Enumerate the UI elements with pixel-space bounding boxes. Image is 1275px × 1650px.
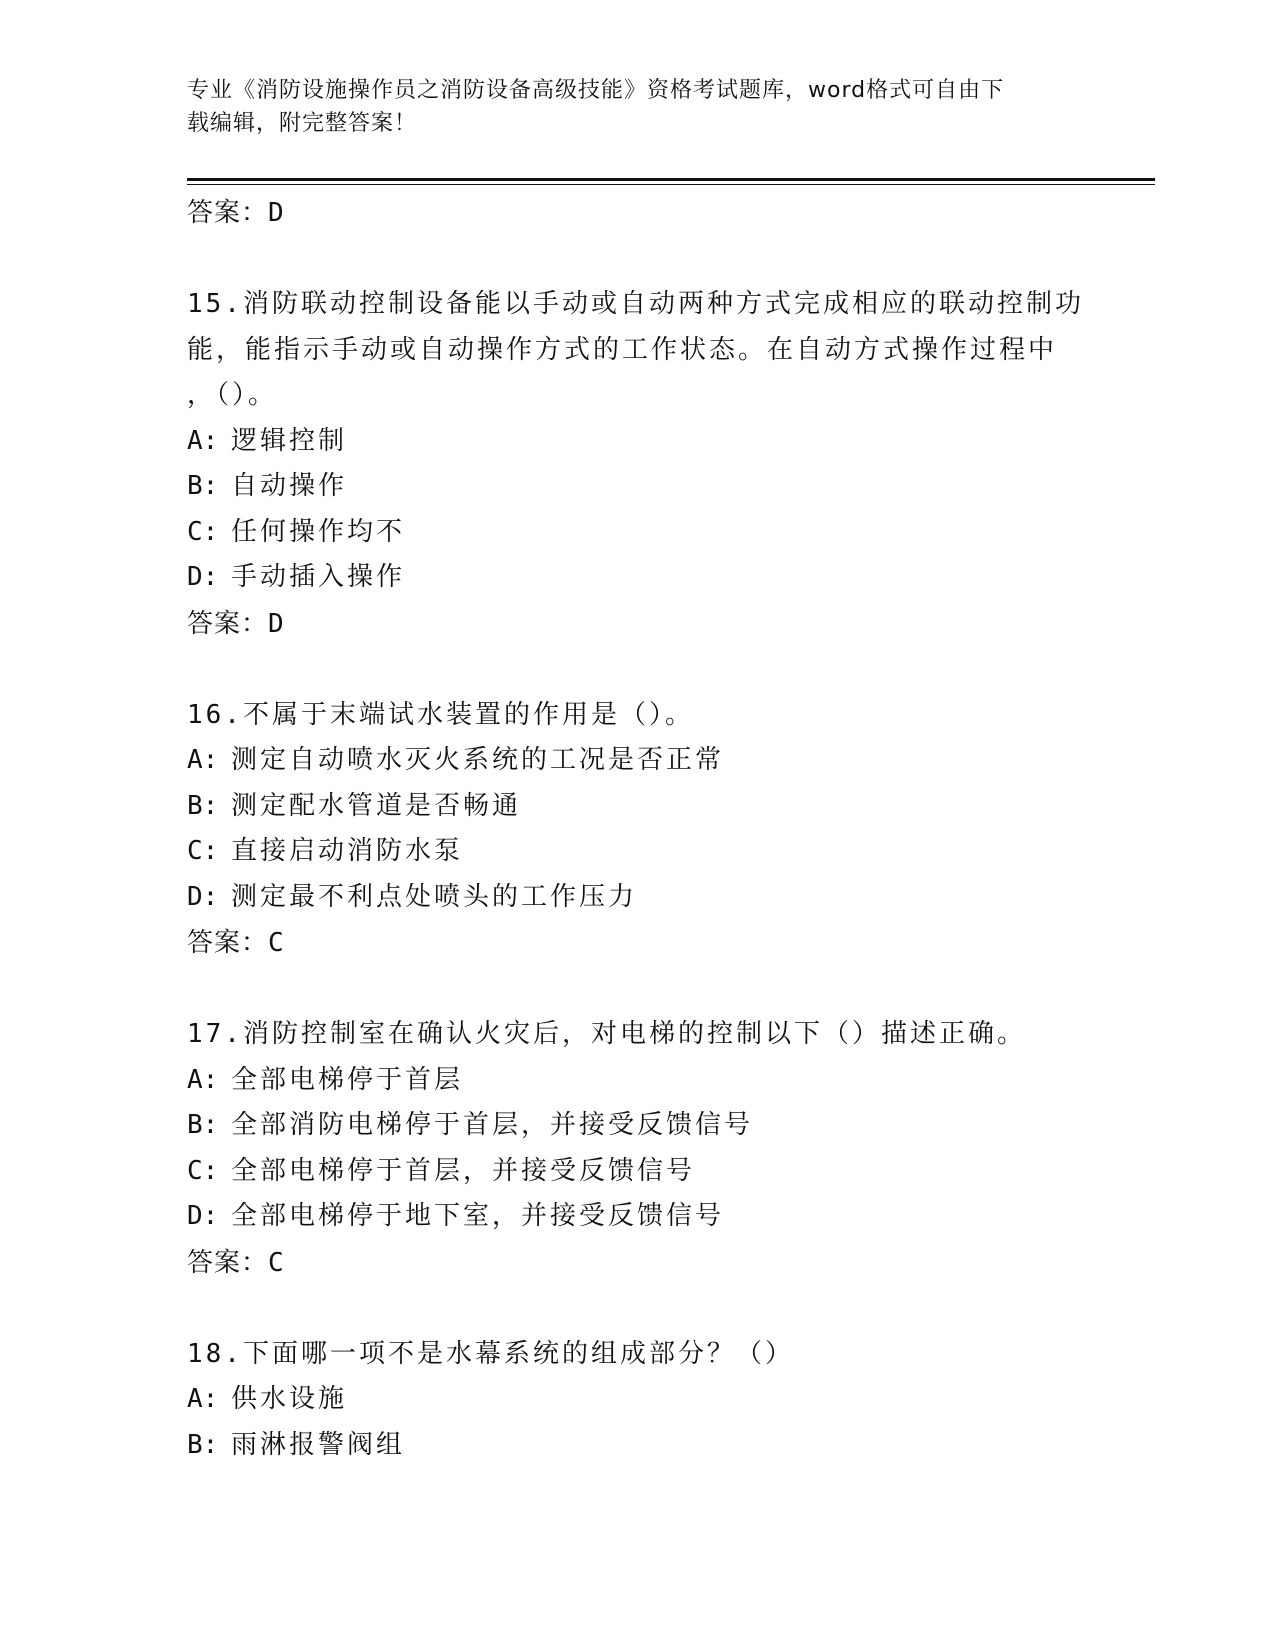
option-text: 任何操作均不 (231, 516, 406, 547)
option-text: 自动操作 (231, 471, 348, 501)
option-label: C: (187, 516, 219, 547)
answer-value: C (268, 928, 285, 958)
option-text: 供水设施 (231, 1384, 348, 1414)
header-line-2: 载编辑，附完整答案！ (187, 111, 418, 136)
question-answer (187, 601, 1087, 647)
option-a (187, 1058, 1087, 1104)
option-d (187, 875, 1087, 921)
question-16 (187, 693, 1087, 967)
question-stem-line: 16.不属于末端试水装置的作用是（）。 (187, 699, 694, 730)
document-header (187, 74, 1087, 140)
option-label: D: (187, 1201, 219, 1231)
answer-label: 答案： (187, 928, 269, 958)
spacer (187, 966, 1087, 1012)
option-text: 全部电梯停于首层，并接受反馈信号 (231, 1155, 696, 1186)
option-a (187, 419, 1087, 465)
option-a (187, 1377, 1087, 1423)
question-17 (187, 1012, 1087, 1286)
header-line-1: 专业《消防设施操作员之消防设备高级技能》资格考试题库，word格式可自由下 (187, 78, 1005, 103)
question-stem-line: 17.消防控制室在确认火灾后，对电梯的控制以下（）描述正确。 (187, 1019, 1026, 1049)
answer-label: 答案： (187, 608, 269, 639)
option-b (187, 1103, 1087, 1149)
question-15 (187, 282, 1087, 647)
option-label: A: (187, 1384, 219, 1414)
option-label: B: (187, 790, 219, 821)
option-c (187, 510, 1087, 556)
option-text: 测定最不利点处喷头的工作压力 (231, 881, 638, 912)
option-b (187, 1423, 1087, 1469)
question-stem-line: 15.消防联动控制设备能以手动或自动两种方式完成相应的联动控制功 (187, 289, 1084, 319)
option-text: 测定配水管道是否畅通 (231, 790, 522, 821)
option-b (187, 464, 1087, 510)
option-label: A: (187, 1064, 219, 1095)
option-label: B: (187, 1429, 219, 1460)
previous-answer (187, 190, 1087, 236)
spacer (187, 236, 1087, 282)
option-text: 手动插入操作 (231, 562, 406, 592)
option-label: C: (187, 836, 219, 866)
answer-value: D (268, 608, 285, 639)
question-answer (187, 1240, 1087, 1286)
option-label: C: (187, 1155, 219, 1186)
option-label: D: (187, 562, 219, 592)
option-label: A: (187, 745, 219, 775)
answer-label: 答案： (187, 1247, 269, 1278)
question-stem-line: ，（）。 (187, 380, 278, 410)
option-d (187, 555, 1087, 601)
option-text: 全部消防电梯停于首层，并接受反馈信号 (231, 1110, 754, 1140)
option-text: 直接启动消防水泵 (231, 836, 464, 866)
answer-label: 答案： (187, 198, 269, 228)
option-text: 雨淋报警阀组 (231, 1429, 406, 1460)
option-label: B: (187, 1110, 219, 1140)
option-d (187, 1194, 1087, 1240)
option-label: D: (187, 881, 219, 912)
question-answer (187, 920, 1087, 966)
option-text: 全部电梯停于首层 (231, 1064, 464, 1095)
option-text: 全部电梯停于地下室，并接受反馈信号 (231, 1201, 725, 1231)
option-c (187, 829, 1087, 875)
option-label: B: (187, 471, 219, 501)
question-stem-line: 18.下面哪一项不是水幕系统的组成部分？（） (187, 1338, 794, 1369)
question-18 (187, 1332, 1087, 1469)
header-divider-thick (187, 178, 1155, 181)
option-c (187, 1149, 1087, 1195)
question-list (187, 190, 1087, 1468)
option-label: A: (187, 425, 219, 456)
option-text: 测定自动喷水灭火系统的工况是否正常 (231, 745, 725, 775)
question-stem-line: 能，能指示手动或自动操作方式的工作状态。在自动方式操作过程中 (187, 334, 1058, 365)
header-divider-thin (187, 184, 1155, 185)
option-a (187, 738, 1087, 784)
answer-value: D (268, 198, 285, 228)
option-b (187, 784, 1087, 830)
spacer (187, 647, 1087, 693)
answer-value: C (268, 1247, 285, 1278)
option-text: 逻辑控制 (231, 425, 348, 456)
spacer (187, 1286, 1087, 1332)
